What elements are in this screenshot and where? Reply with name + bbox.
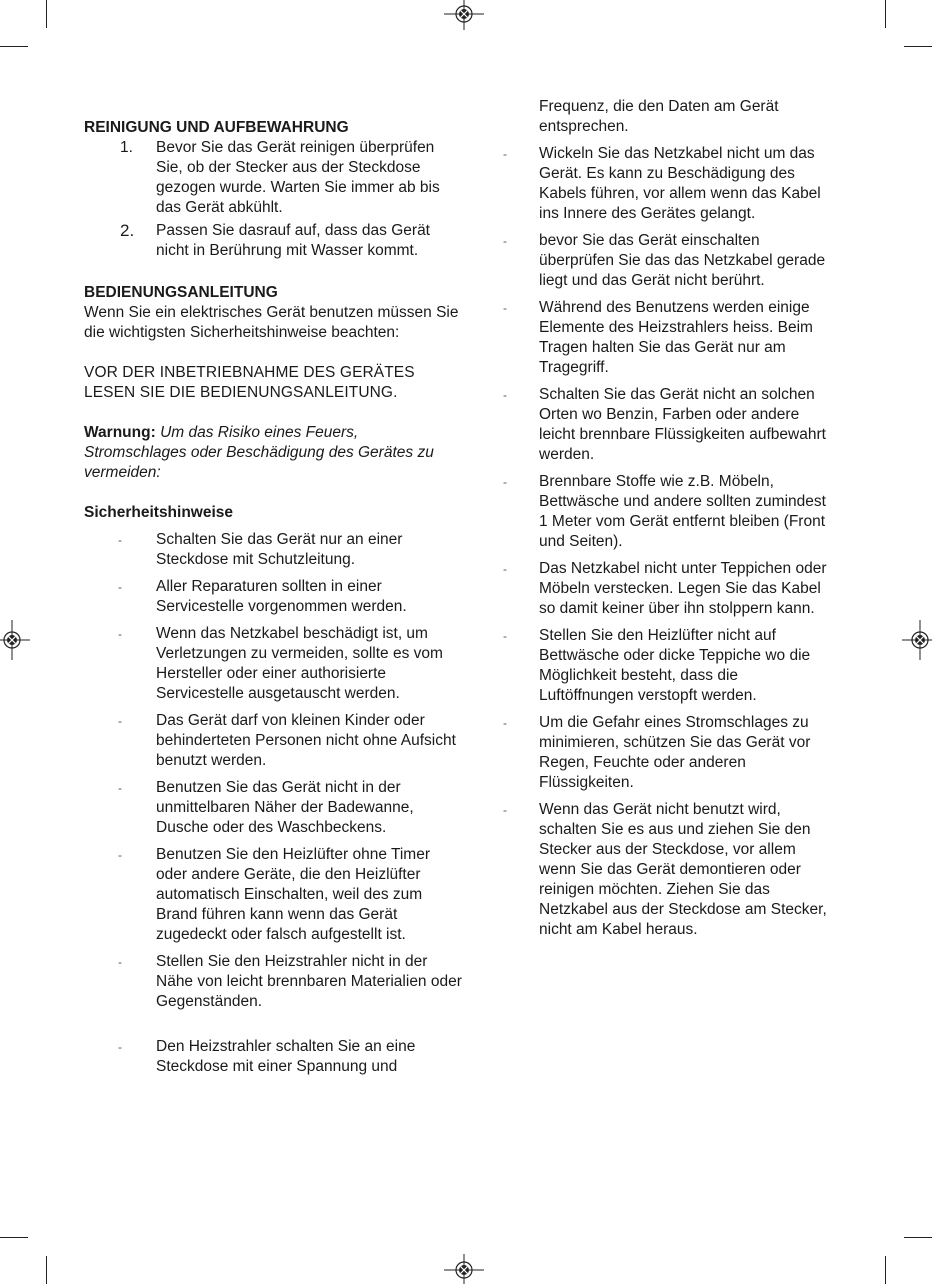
item-text: Bevor Sie das Gerät reinigen überprüfen Sie, ob der Stecker aus der Steckdose gezogen wurde. Warten Sie immer ab bis das Gerät abkühlt. [156,139,440,216]
continuation-text: Frequenz, die den Daten am Gerät entsprechen. [539,98,779,135]
warning-label: Warnung: [84,424,156,441]
list-item [84,952,462,1012]
list-item [84,624,462,704]
list-item-text: Stellen Sie den Heizlüfter nicht auf Bettwäsche oder dicke Teppiche wo die Möglichkeit besteht, dass die Luftöffnungen verstopft werden. [539,627,811,704]
list-item [503,385,835,465]
manual-intro: Wenn Sie ein elektrisches Gerät benutzen müssen Sie die wichtigsten Sicherheitshinweise beachten: [84,304,459,341]
cleaning-item [84,221,462,261]
bullet-dash: - [503,716,507,730]
list-item [503,144,835,224]
list-item-text: Das Netzkabel nicht unter Teppichen oder Möbeln verstecken. Legen Sie das Kabel so damit keiner über ihn stolppern kann. [539,560,827,617]
list-item [503,298,835,378]
list-item-text: bevor Sie das Gerät einschalten überprüfen Sie das das Netzkabel gerade liegt und das Gerät nicht berührt. [539,232,826,289]
list-item-text: Schalten Sie das Gerät nicht an solchen Orten wo Benzin, Farben oder andere leicht brennbare Flüssigkeiten aufbewahrt werden. [539,386,826,463]
bullet-dash: - [503,629,507,643]
registration-target-icon [902,620,932,660]
list-item [503,231,835,291]
list-item-text: Wenn das Gerät nicht benutzt wird, schalten Sie es aus und ziehen Sie den Stecker aus der Steckdose, vor allem wenn Sie das Gerät demontieren oder reinigen möchten. Ziehen Sie das Netzkabel aus der Steckdose am Stecker, nicht am Kabel heraus. [539,801,827,938]
list-item-text: Brennbare Stoffe wie z.B. Möbeln, Bettwäsche und andere sollten zumindest 1 Meter vom Gerät entfernt bleiben (Front und Seiten). [539,473,826,550]
item-number: 1. [120,139,133,156]
list-item [503,713,835,793]
list-item [84,778,462,838]
read-manual-notice: VOR DER INBETRIEBNAHME DES GERÄTES LESEN SIE DIE BEDIENUNGSANLEITUNG. [84,364,415,401]
bullet-dash: - [503,388,507,402]
bullet-dash: - [118,955,122,969]
cleaning-item [84,138,462,218]
list-item [84,577,462,617]
bullet-dash: - [118,781,122,795]
list-item [503,472,835,552]
bullet-dash: - [118,533,122,547]
bullet-dash: - [503,562,507,576]
manual-heading: BEDIENUNGSANLEITUNG [84,284,278,301]
bullet-dash: - [118,1040,122,1054]
list-item-text: Aller Reparaturen sollten in einer Servicestelle vorgenommen werden. [156,578,407,615]
bullet-dash: - [503,475,507,489]
bullet-dash: - [118,848,122,862]
list-item-text: Benutzen Sie das Gerät nicht in der unmittelbaren Näher der Badewanne, Dusche oder des Waschbeckens. [156,779,414,836]
warning-paragraph [84,423,462,483]
list-item [84,845,462,945]
warning-text: Um das Risiko eines Feuers, Stromschlages oder Beschädigung des Gerätes zu vermeiden: [84,424,434,481]
right-column [503,97,835,947]
list-item [84,711,462,771]
registration-target-icon [444,1254,484,1284]
list-item-text: Um die Gefahr eines Stromschlages zu minimieren, schützen Sie das Gerät vor Regen, Feuchte oder anderen Flüssigkeiten. [539,714,811,791]
bullet-dash: - [118,580,122,594]
item-text: Passen Sie dasrauf auf, dass das Gerät nicht in Berührung mit Wasser kommt. [156,222,430,259]
list-item-text: Während des Benutzens werden einige Elemente des Heizstrahlers heiss. Beim Tragen halten Sie das Gerät nur am Tragegriff. [539,299,813,376]
list-item-text: Schalten Sie das Gerät nur an einer Steckdose mit Schutzleitung. [156,531,403,568]
bullet-dash: - [503,234,507,248]
left-column [84,118,462,1084]
list-item-text: Stellen Sie den Heizstrahler nicht in der Nähe von leicht brennbaren Materialien oder Gegenständen. [156,953,462,1010]
list-item [84,530,462,570]
list-item-text: Den Heizstrahler schalten Sie an eine Steckdose mit einer Spannung und [156,1038,416,1075]
list-item-text: Benutzen Sie den Heizlüfter ohne Timer oder andere Geräte, die den Heizlüfter automatisch Einschalten, weil des zum Brand führen kann wenn das Gerät zugedeckt oder falsch aufgestellt ist. [156,846,430,943]
item-number: 2. [120,221,135,240]
list-item-text: Das Gerät darf von kleinen Kinder oder behinderteten Personen nicht ohne Aufsicht benutzt werden. [156,712,456,769]
registration-target-icon [444,0,484,30]
bullet-dash: - [118,627,122,641]
cleaning-heading: REINIGUNG UND AUFBEWAHRUNG [84,119,349,136]
bullet-dash: - [503,147,507,161]
list-item [84,1037,462,1077]
registration-target-icon [0,620,30,660]
list-item [503,800,835,940]
list-item [503,626,835,706]
bullet-dash: - [503,301,507,315]
list-item [503,559,835,619]
bullet-dash: - [118,714,122,728]
list-item-text: Wenn das Netzkabel beschädigt ist, um Verletzungen zu vermeiden, sollte es vom Hersteller oder einer authorisierte Servicestelle ausgetauscht werden. [156,625,443,702]
bullet-dash: - [503,803,507,817]
list-item-text: Wickeln Sie das Netzkabel nicht um das Gerät. Es kann zu Beschädigung des Kabels führen, vor allem wenn das Kabel ins Innere des Gerätes gelangt. [539,145,821,222]
safety-heading: Sicherheitshinweise [84,504,234,521]
